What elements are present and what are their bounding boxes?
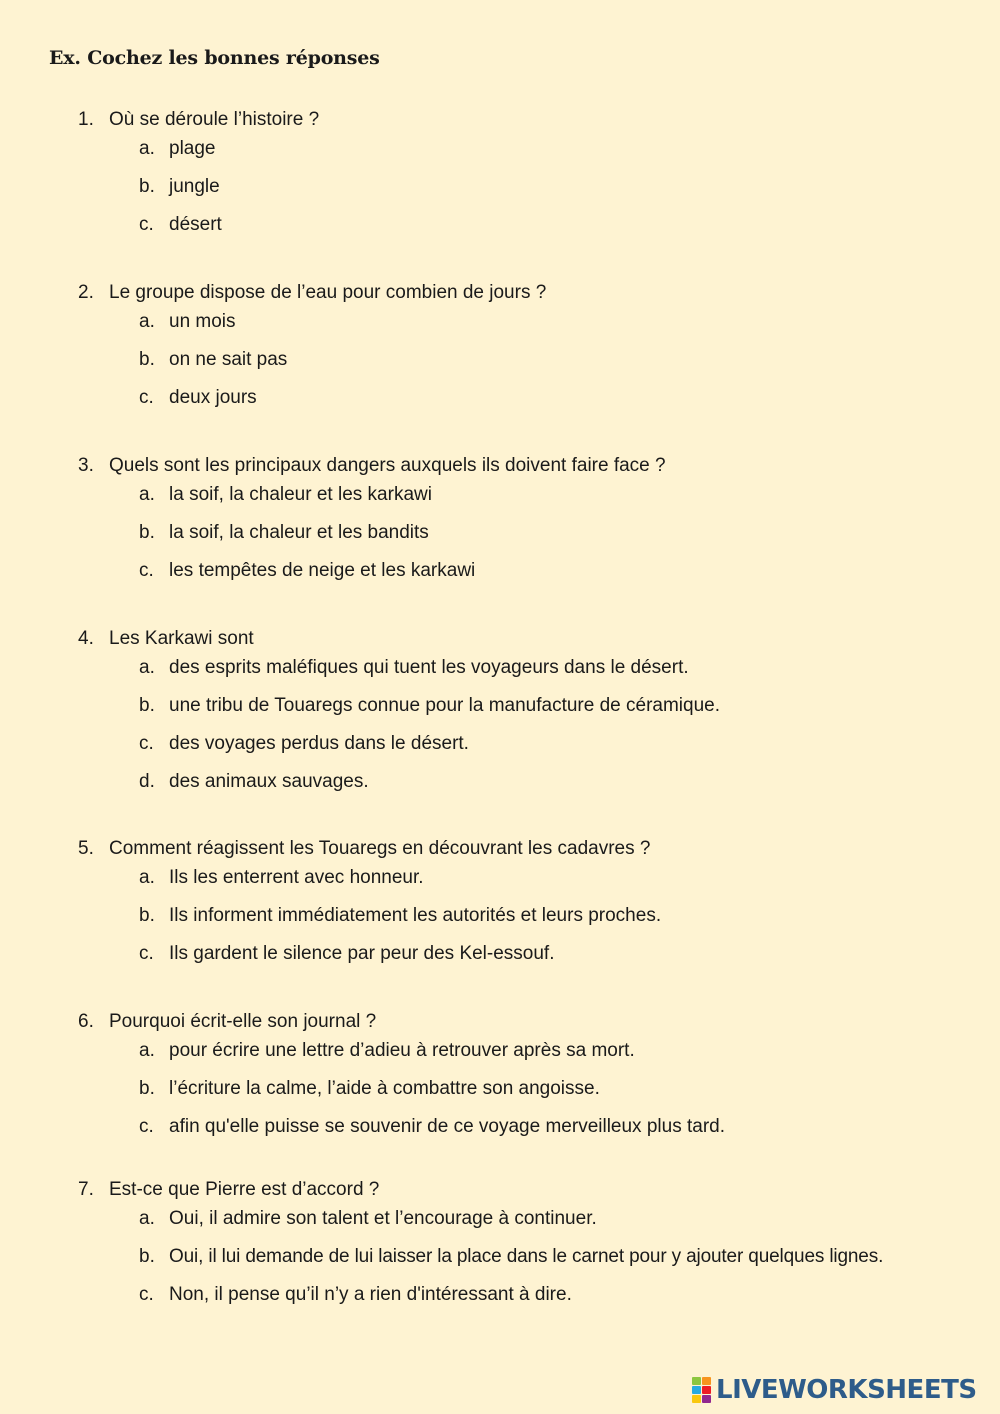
question-text: Est-ce que Pierre est d’accord ? bbox=[109, 1179, 380, 1200]
page-title: Ex. Cochez les bonnes réponses bbox=[49, 47, 380, 69]
option-5c[interactable] bbox=[0, 942, 1000, 966]
question-text: Où se déroule l’histoire ? bbox=[109, 109, 320, 130]
option-letter: b. bbox=[139, 1246, 155, 1267]
liveworksheets-logo bbox=[692, 1374, 977, 1406]
option-2c[interactable] bbox=[0, 386, 1000, 410]
option-text: Oui, il lui demande de lui laisser la place dans le carnet pour y ajouter quelques lignes. bbox=[169, 1246, 884, 1267]
logo-block bbox=[702, 1377, 711, 1385]
option-letter: c. bbox=[139, 1116, 154, 1137]
option-letter: c. bbox=[139, 1284, 154, 1305]
logo-block bbox=[692, 1377, 701, 1385]
option-letter: c. bbox=[139, 733, 154, 754]
question-text: Comment réagissent les Touaregs en découvrant les cadavres ? bbox=[109, 838, 651, 859]
option-4b[interactable] bbox=[0, 694, 1000, 718]
option-7a[interactable] bbox=[0, 1207, 1000, 1231]
logo-block bbox=[702, 1386, 711, 1394]
option-5a[interactable] bbox=[0, 866, 1000, 890]
option-text: Oui, il admire son talent et l’encourage à continuer. bbox=[169, 1208, 597, 1229]
option-6a[interactable] bbox=[0, 1039, 1000, 1063]
logo-block bbox=[702, 1395, 711, 1403]
option-text: des voyages perdus dans le désert. bbox=[169, 733, 469, 754]
question-number: 4. bbox=[78, 628, 94, 649]
option-4d[interactable] bbox=[0, 770, 1000, 794]
option-letter: a. bbox=[139, 311, 155, 332]
logo-blocks-icon bbox=[692, 1377, 712, 1403]
option-4a[interactable] bbox=[0, 656, 1000, 680]
option-text: plage bbox=[169, 138, 216, 159]
option-4c[interactable] bbox=[0, 732, 1000, 756]
option-letter: c. bbox=[139, 387, 154, 408]
logo-block bbox=[692, 1386, 701, 1394]
option-3b[interactable] bbox=[0, 521, 1000, 545]
option-letter: a. bbox=[139, 867, 155, 888]
option-letter: c. bbox=[139, 560, 154, 581]
question-text: Les Karkawi sont bbox=[109, 628, 254, 649]
option-text: jungle bbox=[169, 176, 220, 197]
option-letter: a. bbox=[139, 1040, 155, 1061]
question-number: 2. bbox=[78, 282, 94, 303]
option-text: désert bbox=[169, 214, 222, 235]
option-1a[interactable] bbox=[0, 137, 1000, 161]
option-text: Ils informent immédiatement les autorités et leurs proches. bbox=[169, 905, 662, 926]
question-number: 5. bbox=[78, 838, 94, 859]
option-letter: c. bbox=[139, 214, 154, 235]
option-letter: a. bbox=[139, 138, 155, 159]
option-text: un mois bbox=[169, 311, 236, 332]
option-2a[interactable] bbox=[0, 310, 1000, 334]
option-text: une tribu de Touaregs connue pour la manufacture de céramique. bbox=[169, 695, 721, 716]
option-2b[interactable] bbox=[0, 348, 1000, 372]
option-text: pour écrire une lettre d’adieu à retrouver après sa mort. bbox=[169, 1040, 635, 1061]
option-text: des esprits maléfiques qui tuent les voyageurs dans le désert. bbox=[169, 657, 689, 678]
option-letter: b. bbox=[139, 1078, 155, 1099]
option-3a[interactable] bbox=[0, 483, 1000, 507]
option-text: on ne sait pas bbox=[169, 349, 288, 370]
option-6b[interactable] bbox=[0, 1077, 1000, 1101]
option-letter: c. bbox=[139, 943, 154, 964]
option-text: la soif, la chaleur et les karkawi bbox=[169, 484, 432, 505]
option-3c[interactable] bbox=[0, 559, 1000, 583]
option-7b[interactable] bbox=[0, 1245, 1000, 1269]
option-letter: b. bbox=[139, 176, 155, 197]
option-letter: b. bbox=[139, 522, 155, 543]
question-number: 7. bbox=[78, 1179, 94, 1200]
logo-text: LIVEWORKSHEETS bbox=[716, 1375, 977, 1405]
option-text: les tempêtes de neige et les karkawi bbox=[169, 560, 476, 581]
logo-block bbox=[692, 1395, 701, 1403]
option-letter: b. bbox=[139, 349, 155, 370]
option-1b[interactable] bbox=[0, 175, 1000, 199]
option-letter: a. bbox=[139, 1208, 155, 1229]
option-text: des animaux sauvages. bbox=[169, 771, 369, 792]
question-number: 1. bbox=[78, 109, 94, 130]
option-6c[interactable] bbox=[0, 1115, 1000, 1139]
option-text: l’écriture la calme, l’aide à combattre son angoisse. bbox=[169, 1078, 600, 1099]
option-text: Ils gardent le silence par peur des Kel-essouf. bbox=[169, 943, 555, 964]
option-text: Ils les enterrent avec honneur. bbox=[169, 867, 424, 888]
question-number: 3. bbox=[78, 455, 94, 476]
option-text: deux jours bbox=[169, 387, 257, 408]
option-letter: a. bbox=[139, 484, 155, 505]
option-letter: a. bbox=[139, 657, 155, 678]
question-text: Pourquoi écrit-elle son journal ? bbox=[109, 1011, 377, 1032]
option-text: afin qu'elle puisse se souvenir de ce voyage merveilleux plus tard. bbox=[169, 1116, 725, 1137]
option-5b[interactable] bbox=[0, 904, 1000, 928]
option-text: Non, il pense qu’il n’y a rien d'intéressant à dire. bbox=[169, 1284, 572, 1305]
question-number: 6. bbox=[78, 1011, 94, 1032]
question-text: Quels sont les principaux dangers auxquels ils doivent faire face ? bbox=[109, 455, 666, 476]
option-letter: d. bbox=[139, 771, 155, 792]
option-1c[interactable] bbox=[0, 213, 1000, 237]
option-letter: b. bbox=[139, 695, 155, 716]
option-text: la soif, la chaleur et les bandits bbox=[169, 522, 429, 543]
option-letter: b. bbox=[139, 905, 155, 926]
option-7c[interactable] bbox=[0, 1283, 1000, 1307]
question-text: Le groupe dispose de l’eau pour combien de jours ? bbox=[109, 282, 547, 303]
